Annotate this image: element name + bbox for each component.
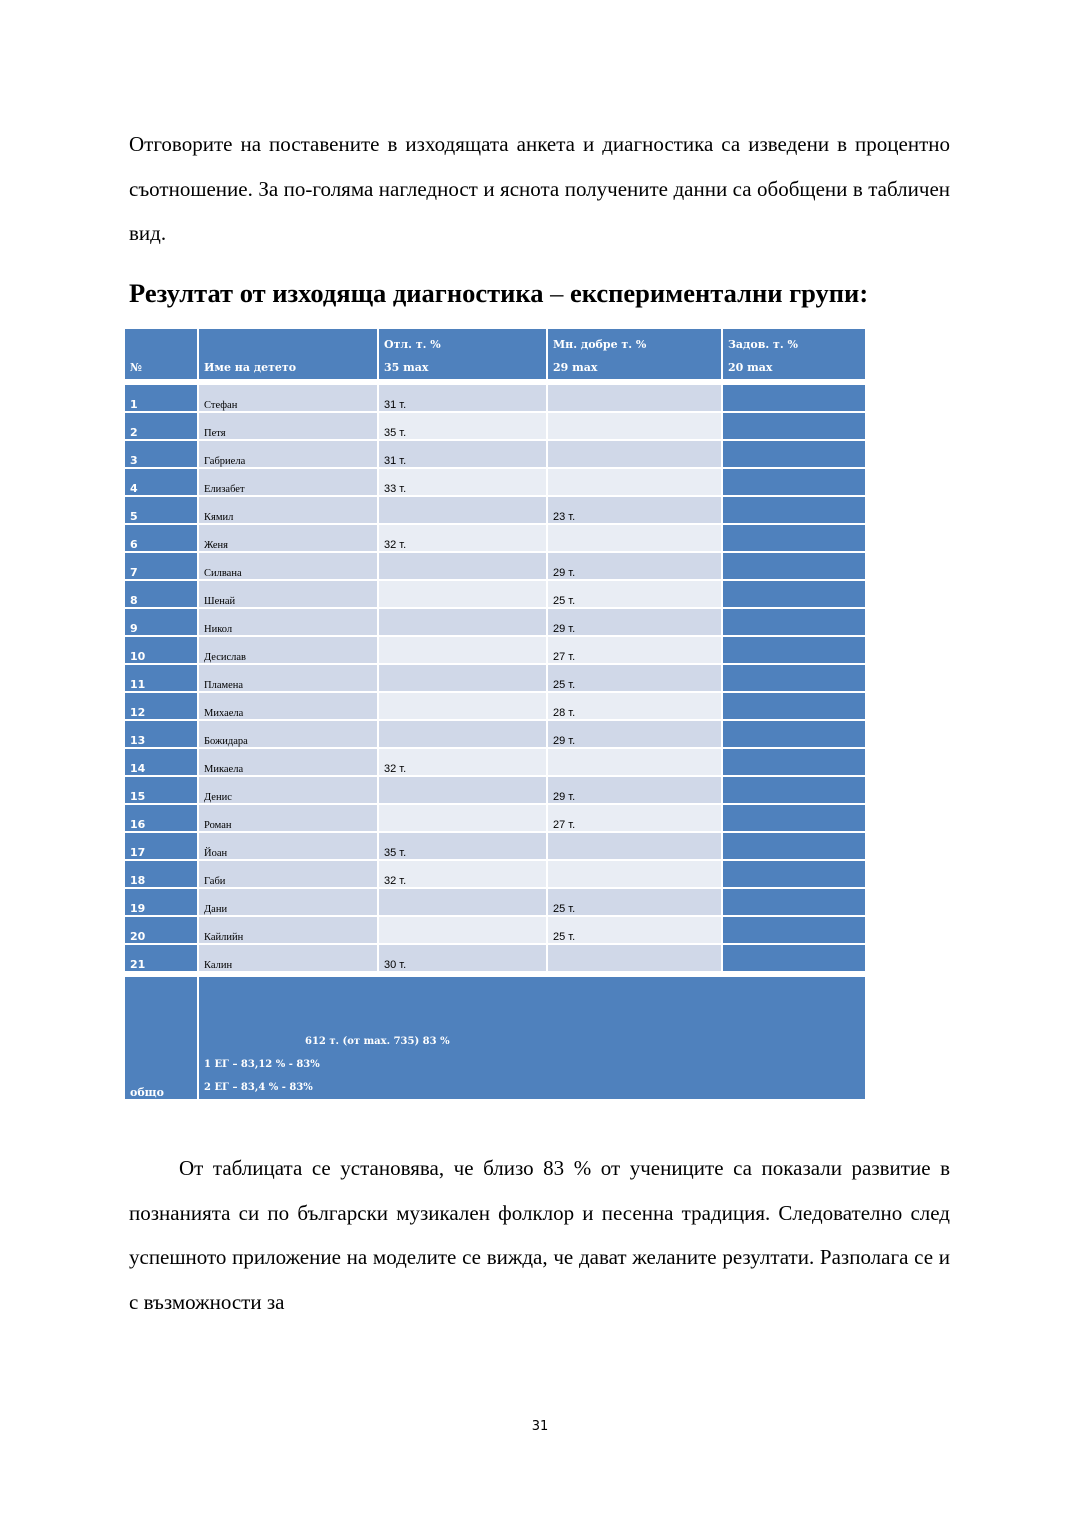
header-gap	[125, 381, 865, 383]
table-row	[125, 917, 865, 943]
excellent-score	[379, 693, 546, 719]
row-number: 4	[125, 469, 197, 495]
table-title	[129, 278, 969, 309]
header-very-good-label: Мн. добре т. %	[553, 338, 647, 351]
satisfactory-score	[723, 413, 865, 439]
table-row	[125, 889, 865, 915]
header-satisfactory	[723, 329, 865, 379]
very-good-score: 29 т.	[548, 777, 721, 803]
excellent-score	[379, 553, 546, 579]
intro-paragraph: Отговорите на поставените в изходящата анкета и диагностика са изведени в процентно съотношение. За по-голяма нагледност и яснота получените данни са обобщени в табличен вид.	[129, 132, 950, 245]
header-satisfactory-max: 20 max	[728, 361, 773, 374]
child-name: Калин	[199, 945, 377, 971]
child-name: Женя	[199, 525, 377, 551]
header-excellent	[379, 329, 546, 379]
very-good-score: 28 т.	[548, 693, 721, 719]
child-name: Дани	[199, 889, 377, 915]
total-gap	[125, 973, 865, 975]
satisfactory-score	[723, 581, 865, 607]
very-good-score: 25 т.	[548, 665, 721, 691]
excellent-score: 32 т.	[379, 861, 546, 887]
child-name: Стефан	[199, 385, 377, 411]
satisfactory-score	[723, 497, 865, 523]
row-number: 10	[125, 637, 197, 663]
row-number: 21	[125, 945, 197, 971]
table-row	[125, 413, 865, 439]
satisfactory-score	[723, 609, 865, 635]
header-very-good	[548, 329, 721, 379]
total-summary	[199, 977, 865, 1099]
excellent-score	[379, 609, 546, 635]
satisfactory-score	[723, 469, 865, 495]
child-name: Габи	[199, 861, 377, 887]
excellent-score: 35 т.	[379, 833, 546, 859]
child-name: Никол	[199, 609, 377, 635]
very-good-score: 25 т.	[548, 581, 721, 607]
row-number: 17	[125, 833, 197, 859]
child-name: Михаела	[199, 693, 377, 719]
diagnostics-table	[123, 327, 867, 1101]
table-row	[125, 385, 865, 411]
total-line-2: 1 ЕГ – 83,12 % - 83%	[204, 1059, 320, 1070]
table-row	[125, 945, 865, 971]
excellent-score: 32 т.	[379, 525, 546, 551]
child-name: Кямил	[199, 497, 377, 523]
table-title-part2: експериментални групи:	[563, 278, 869, 308]
table-row	[125, 637, 865, 663]
excellent-score: 35 т.	[379, 413, 546, 439]
row-number: 20	[125, 917, 197, 943]
child-name: Микаела	[199, 749, 377, 775]
table-row	[125, 805, 865, 831]
table-title-dash: –	[550, 278, 564, 308]
table-row	[125, 609, 865, 635]
row-number: 12	[125, 693, 197, 719]
conclusion-paragraph	[129, 1146, 950, 1324]
row-number: 1	[125, 385, 197, 411]
table-row	[125, 721, 865, 747]
very-good-score: 29 т.	[548, 609, 721, 635]
very-good-score	[548, 833, 721, 859]
child-name: Елизабет	[199, 469, 377, 495]
satisfactory-score	[723, 805, 865, 831]
excellent-score	[379, 889, 546, 915]
table-header-row	[125, 329, 865, 379]
table-row	[125, 693, 865, 719]
satisfactory-score	[723, 945, 865, 971]
very-good-score: 29 т.	[548, 721, 721, 747]
child-name: Йоан	[199, 833, 377, 859]
total-label: общо	[125, 977, 197, 1099]
satisfactory-score	[723, 777, 865, 803]
header-num: №	[125, 329, 197, 379]
satisfactory-score	[723, 385, 865, 411]
header-name: Име на детето	[199, 329, 377, 379]
very-good-score: 25 т.	[548, 889, 721, 915]
child-name: Божидара	[199, 721, 377, 747]
table-row	[125, 665, 865, 691]
child-name: Кайлийн	[199, 917, 377, 943]
excellent-score	[379, 721, 546, 747]
very-good-score	[548, 469, 721, 495]
header-satisfactory-label: Задов. т. %	[728, 338, 798, 351]
row-number: 3	[125, 441, 197, 467]
very-good-score	[548, 525, 721, 551]
page-number: 31	[531, 1419, 549, 1434]
table-row	[125, 581, 865, 607]
row-number: 16	[125, 805, 197, 831]
excellent-score: 33 т.	[379, 469, 546, 495]
total-line-3: 2 ЕГ – 83,4 % - 83%	[204, 1082, 313, 1093]
very-good-score: 23 т.	[548, 497, 721, 523]
excellent-score	[379, 497, 546, 523]
child-name: Силвана	[199, 553, 377, 579]
excellent-score	[379, 777, 546, 803]
very-good-score: 25 т.	[548, 917, 721, 943]
table-row	[125, 441, 865, 467]
table-row	[125, 861, 865, 887]
excellent-score: 32 т.	[379, 749, 546, 775]
excellent-score	[379, 581, 546, 607]
child-name: Роман	[199, 805, 377, 831]
table-row	[125, 833, 865, 859]
header-excellent-label: Отл. т. %	[384, 338, 441, 351]
child-name: Денис	[199, 777, 377, 803]
satisfactory-score	[723, 721, 865, 747]
excellent-score: 31 т.	[379, 441, 546, 467]
table-row	[125, 749, 865, 775]
satisfactory-score	[723, 441, 865, 467]
excellent-score	[379, 917, 546, 943]
row-number: 6	[125, 525, 197, 551]
very-good-score: 27 т.	[548, 637, 721, 663]
table-row	[125, 497, 865, 523]
child-name: Десислав	[199, 637, 377, 663]
excellent-score	[379, 805, 546, 831]
table-row	[125, 525, 865, 551]
row-number: 14	[125, 749, 197, 775]
very-good-score: 27 т.	[548, 805, 721, 831]
very-good-score	[548, 441, 721, 467]
excellent-score: 30 т.	[379, 945, 546, 971]
header-excellent-max: 35 max	[384, 361, 429, 374]
very-good-score	[548, 861, 721, 887]
conclusion-text: От таблицата се установява, че близо 83 % от учениците са показали развитие в познанията си по български музикален фолклор и песенна традиция. Следователно след успешното приложение на моделите се вижда, че дават желаните резултати. Разполага се и с възможности за	[129, 1156, 950, 1314]
satisfactory-score	[723, 917, 865, 943]
excellent-score	[379, 665, 546, 691]
row-number: 5	[125, 497, 197, 523]
very-good-score	[548, 749, 721, 775]
header-very-good-max: 29 max	[553, 361, 598, 374]
satisfactory-score	[723, 833, 865, 859]
total-row	[125, 977, 865, 1099]
satisfactory-score	[723, 525, 865, 551]
very-good-score	[548, 413, 721, 439]
excellent-score: 31 т.	[379, 385, 546, 411]
row-number: 9	[125, 609, 197, 635]
row-number: 11	[125, 665, 197, 691]
total-line-1: 612 т. (от max. 735) 83 %	[305, 1036, 450, 1047]
table-row	[125, 469, 865, 495]
very-good-score	[548, 385, 721, 411]
satisfactory-score	[723, 749, 865, 775]
satisfactory-score	[723, 665, 865, 691]
row-number: 15	[125, 777, 197, 803]
row-number: 8	[125, 581, 197, 607]
satisfactory-score	[723, 637, 865, 663]
child-name: Шенай	[199, 581, 377, 607]
satisfactory-score	[723, 889, 865, 915]
child-name: Петя	[199, 413, 377, 439]
row-number: 18	[125, 861, 197, 887]
satisfactory-score	[723, 861, 865, 887]
excellent-score	[379, 637, 546, 663]
table-row	[125, 553, 865, 579]
very-good-score: 29 т.	[548, 553, 721, 579]
very-good-score	[548, 945, 721, 971]
satisfactory-score	[723, 693, 865, 719]
table-row	[125, 777, 865, 803]
row-number: 2	[125, 413, 197, 439]
child-name: Габриела	[199, 441, 377, 467]
row-number: 19	[125, 889, 197, 915]
child-name: Пламена	[199, 665, 377, 691]
row-number: 7	[125, 553, 197, 579]
row-number: 13	[125, 721, 197, 747]
table-title-part1: Резултат от изходяща диагностика	[129, 278, 551, 308]
satisfactory-score	[723, 553, 865, 579]
